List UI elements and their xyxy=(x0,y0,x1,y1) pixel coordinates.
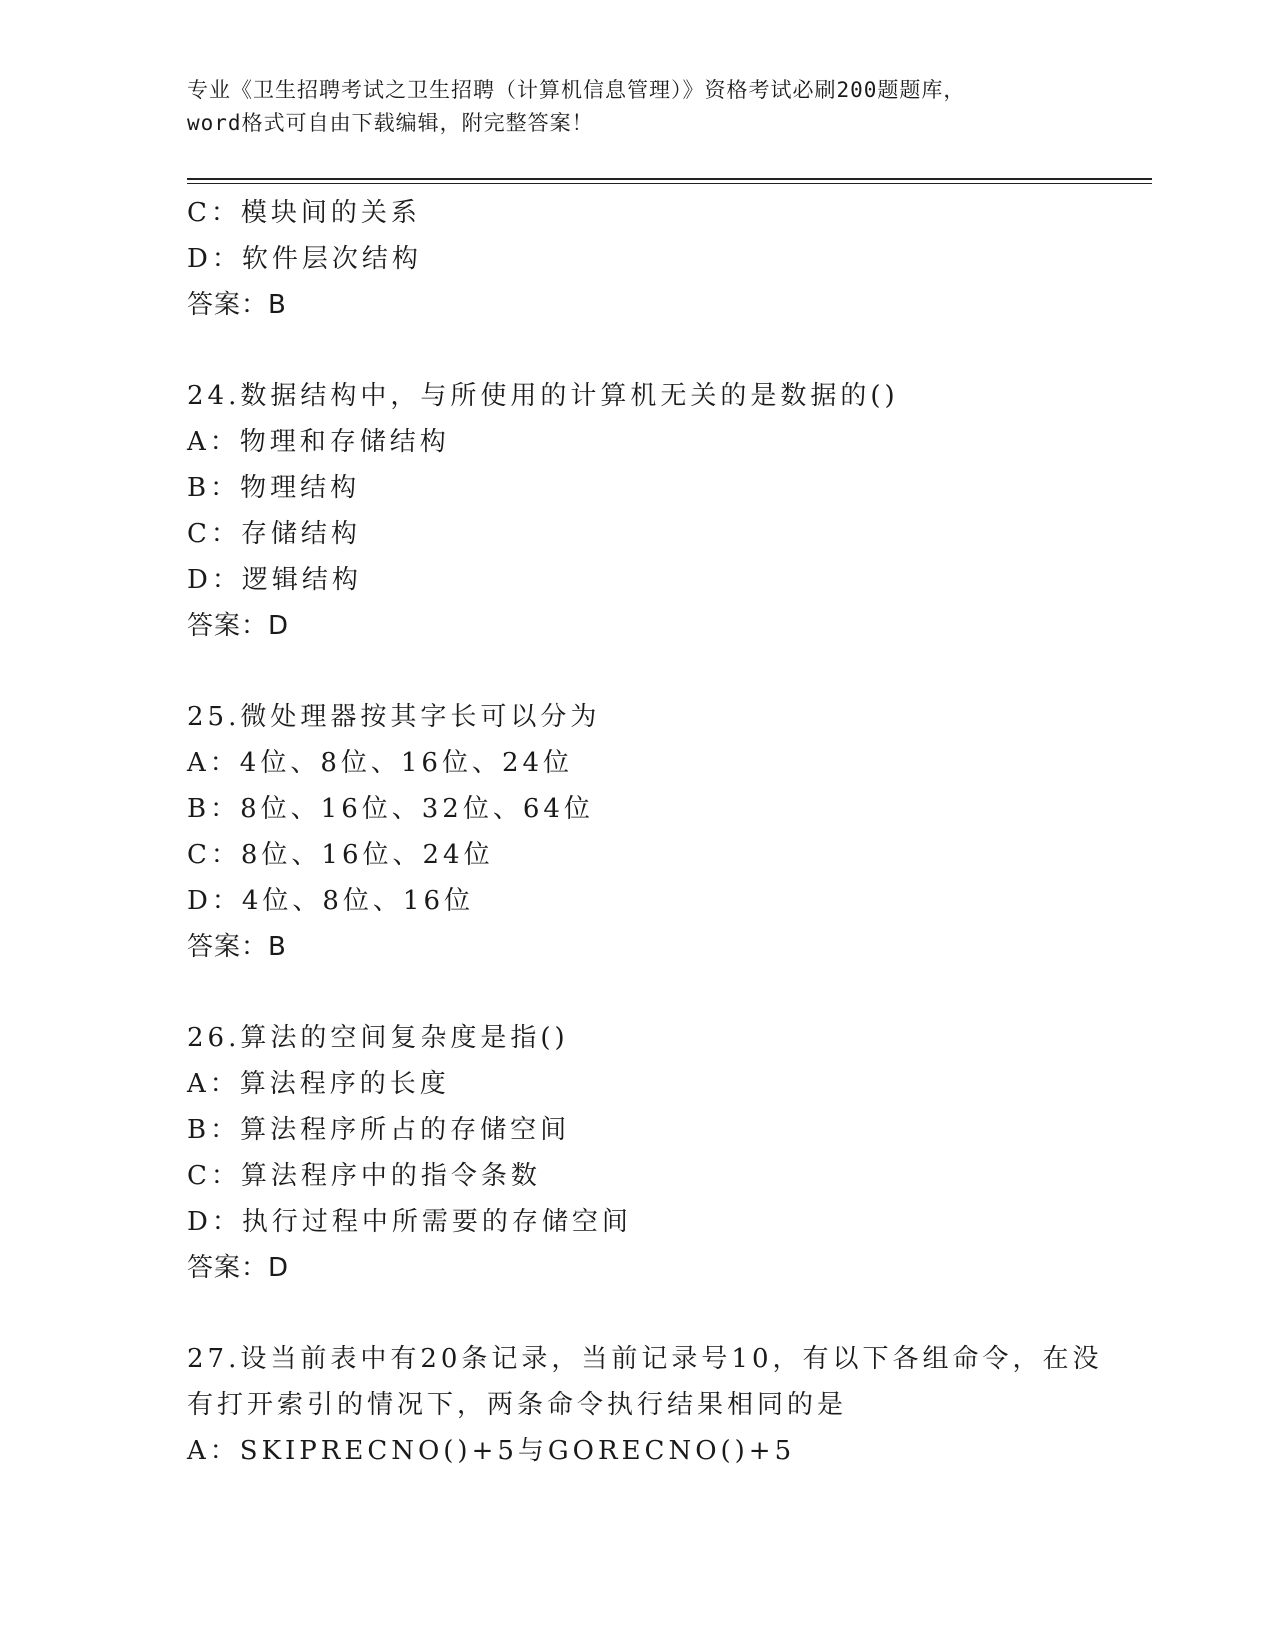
answer-line: 答案：B xyxy=(187,290,287,320)
answer-line: 答案：D xyxy=(187,1253,290,1283)
document-header xyxy=(187,74,1087,140)
option-b: B：8位、16位、32位、64位 xyxy=(187,794,594,824)
header-line-2: word格式可自由下载编辑，附完整答案！ xyxy=(187,111,594,135)
option-a: A：算法程序的长度 xyxy=(187,1069,450,1099)
answer-line: 答案：D xyxy=(187,611,290,641)
option-d: D：4位、8位、16位 xyxy=(187,886,475,916)
option-c: C：存储结构 xyxy=(187,519,361,549)
header-line-1: 专业《卫生招聘考试之卫生招聘（计算机信息管理）》资格考试必刷200题题库， xyxy=(187,78,966,102)
answer-line: 答案：B xyxy=(187,932,287,962)
question-list xyxy=(187,190,1103,1474)
option-d: D：软件层次结构 xyxy=(187,244,422,274)
option-c: C：模块间的关系 xyxy=(187,198,421,228)
question-stem-line-2: 有打开索引的情况下，两条命令执行结果相同的是 xyxy=(187,1390,848,1420)
question-stem: 26.算法的空间复杂度是指() xyxy=(187,1023,569,1053)
question-block-25 xyxy=(187,694,1087,970)
question-block-prev xyxy=(187,190,1087,328)
option-a: A：SKIPRECNO()+5与GORECNO()+5 xyxy=(187,1436,796,1466)
header-divider-thin xyxy=(187,183,1152,184)
question-stem: 24.数据结构中，与所使用的计算机无关的是数据的() xyxy=(187,381,899,411)
question-block-27 xyxy=(187,1336,1103,1474)
option-a: A：4位、8位、16位、24位 xyxy=(187,748,574,778)
question-stem: 25.微处理器按其字长可以分为 xyxy=(187,702,601,732)
option-a: A：物理和存储结构 xyxy=(187,427,450,457)
question-block-26 xyxy=(187,1015,1087,1291)
option-c: C：算法程序中的指令条数 xyxy=(187,1161,541,1191)
option-c: C：8位、16位、24位 xyxy=(187,840,494,870)
option-d: D：逻辑结构 xyxy=(187,565,362,595)
option-b: B：物理结构 xyxy=(187,473,361,503)
header-divider-thick xyxy=(187,178,1152,180)
option-b: B：算法程序所占的存储空间 xyxy=(187,1115,571,1145)
option-d: D：执行过程中所需要的存储空间 xyxy=(187,1207,632,1237)
question-block-24 xyxy=(187,373,1087,649)
question-stem-line-1: 27.设当前表中有20条记录，当前记录号10，有以下各组命令，在没 xyxy=(187,1344,1103,1374)
